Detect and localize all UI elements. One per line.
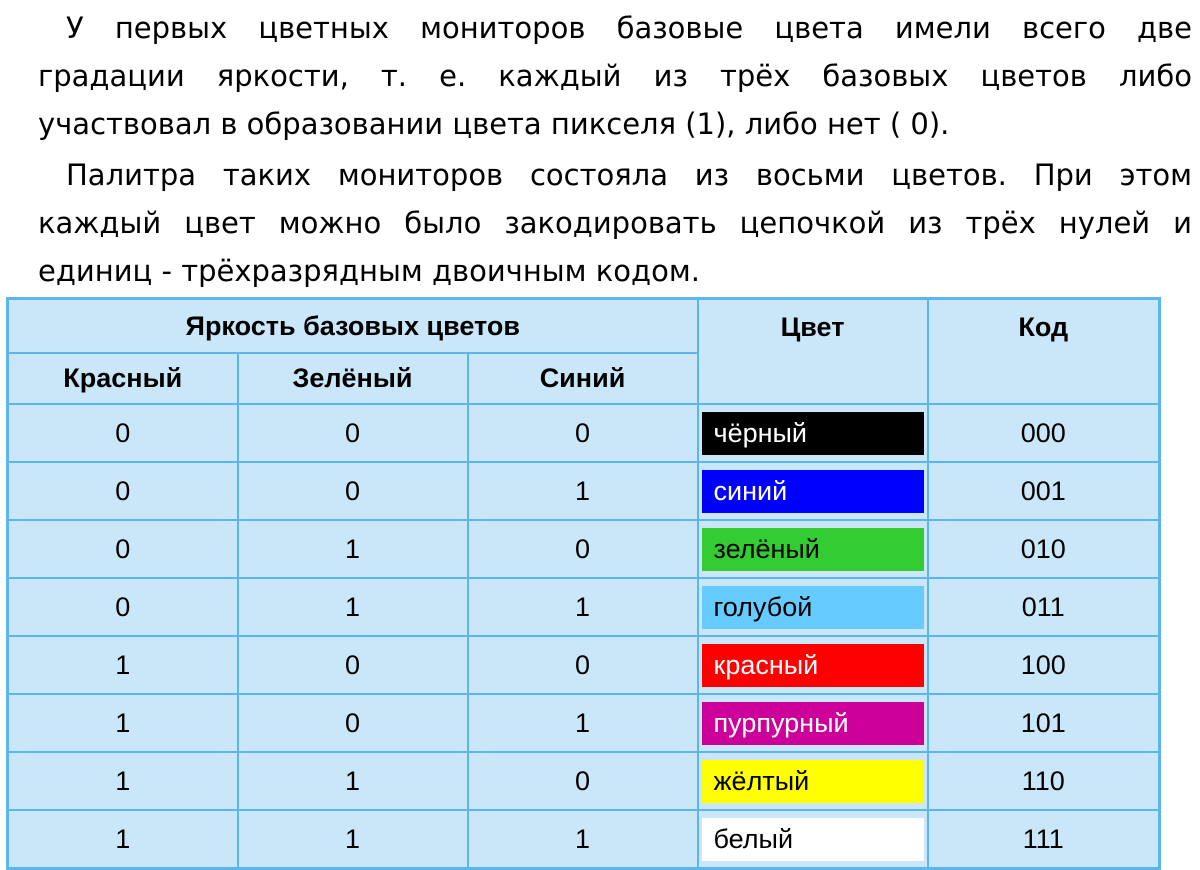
color-swatch-cell — [698, 404, 928, 462]
color-column-header: Цвет — [698, 299, 928, 405]
table-row — [8, 694, 1160, 752]
red-value-cell: 1 — [8, 752, 238, 810]
green-value-cell: 0 — [238, 694, 468, 752]
code-cell: 000 — [928, 404, 1160, 462]
code-cell: 001 — [928, 462, 1160, 520]
brightness-group-header: Яркость базовых цветов — [8, 299, 698, 354]
color-swatch: пурпурный — [702, 702, 924, 745]
blue-value-cell: 0 — [468, 752, 698, 810]
table-row — [8, 404, 1160, 462]
code-cell: 011 — [928, 578, 1160, 636]
color-swatch: жёлтый — [702, 760, 924, 803]
intro-paragraph — [38, 4, 1192, 148]
color-swatch-cell — [698, 462, 928, 520]
green-value-cell: 1 — [238, 520, 468, 578]
blue-value-cell: 1 — [468, 578, 698, 636]
red-value-cell: 0 — [8, 404, 238, 462]
red-column-header: Красный — [8, 353, 238, 404]
paragraph-line: Палитра таких мониторов состояла из восьми цветов. При этом — [66, 158, 1192, 192]
color-swatch: зелёный — [702, 528, 924, 571]
paragraph-line: градации яркости, т. е. каждый из трёх базовых цветов либо — [38, 59, 1192, 93]
table-row — [8, 578, 1160, 636]
code-cell: 101 — [928, 694, 1160, 752]
color-swatch-cell — [698, 636, 928, 694]
blue-column-header: Синий — [468, 353, 698, 404]
table-row — [8, 520, 1160, 578]
green-value-cell: 0 — [238, 404, 468, 462]
green-column-header: Зелёный — [238, 353, 468, 404]
code-column-header: Код — [928, 299, 1160, 405]
table-row — [8, 810, 1160, 869]
color-code-table — [6, 297, 1161, 870]
blue-value-cell: 0 — [468, 520, 698, 578]
color-swatch: синий — [702, 470, 924, 513]
blue-value-cell: 1 — [468, 462, 698, 520]
red-value-cell: 1 — [8, 694, 238, 752]
blue-value-cell: 1 — [468, 694, 698, 752]
green-value-cell: 1 — [238, 578, 468, 636]
paragraph-line: участвовал в образовании цвета пикселя (1), либо нет ( 0). — [38, 107, 950, 141]
color-swatch-cell — [698, 520, 928, 578]
red-value-cell: 0 — [8, 578, 238, 636]
code-cell: 100 — [928, 636, 1160, 694]
paragraph-line: каждый цвет можно было закодировать цепочкой из трёх нулей и — [38, 206, 1192, 240]
color-swatch-cell — [698, 694, 928, 752]
color-swatch-cell — [698, 752, 928, 810]
color-swatch: красный — [702, 644, 924, 687]
table-row — [8, 636, 1160, 694]
table-row — [8, 752, 1160, 810]
green-value-cell: 1 — [238, 752, 468, 810]
palette-paragraph — [38, 151, 1192, 295]
blue-value-cell: 1 — [468, 810, 698, 869]
color-swatch-cell — [698, 578, 928, 636]
color-swatch-cell — [698, 810, 928, 869]
blue-value-cell: 0 — [468, 636, 698, 694]
green-value-cell: 0 — [238, 462, 468, 520]
red-value-cell: 1 — [8, 810, 238, 869]
color-swatch: голубой — [702, 586, 924, 629]
code-cell: 111 — [928, 810, 1160, 869]
code-cell: 110 — [928, 752, 1160, 810]
red-value-cell: 1 — [8, 636, 238, 694]
green-value-cell: 1 — [238, 810, 468, 869]
color-swatch: белый — [702, 818, 924, 861]
code-cell: 010 — [928, 520, 1160, 578]
paragraph-line: У первых цветных мониторов базовые цвета имели всего две — [66, 11, 1192, 45]
green-value-cell: 0 — [238, 636, 468, 694]
blue-value-cell: 0 — [468, 404, 698, 462]
paragraph-line: единиц - трёхразрядным двоичным кодом. — [38, 254, 700, 288]
color-swatch: чёрный — [702, 412, 924, 455]
red-value-cell: 0 — [8, 520, 238, 578]
red-value-cell: 0 — [8, 462, 238, 520]
table-row — [8, 462, 1160, 520]
